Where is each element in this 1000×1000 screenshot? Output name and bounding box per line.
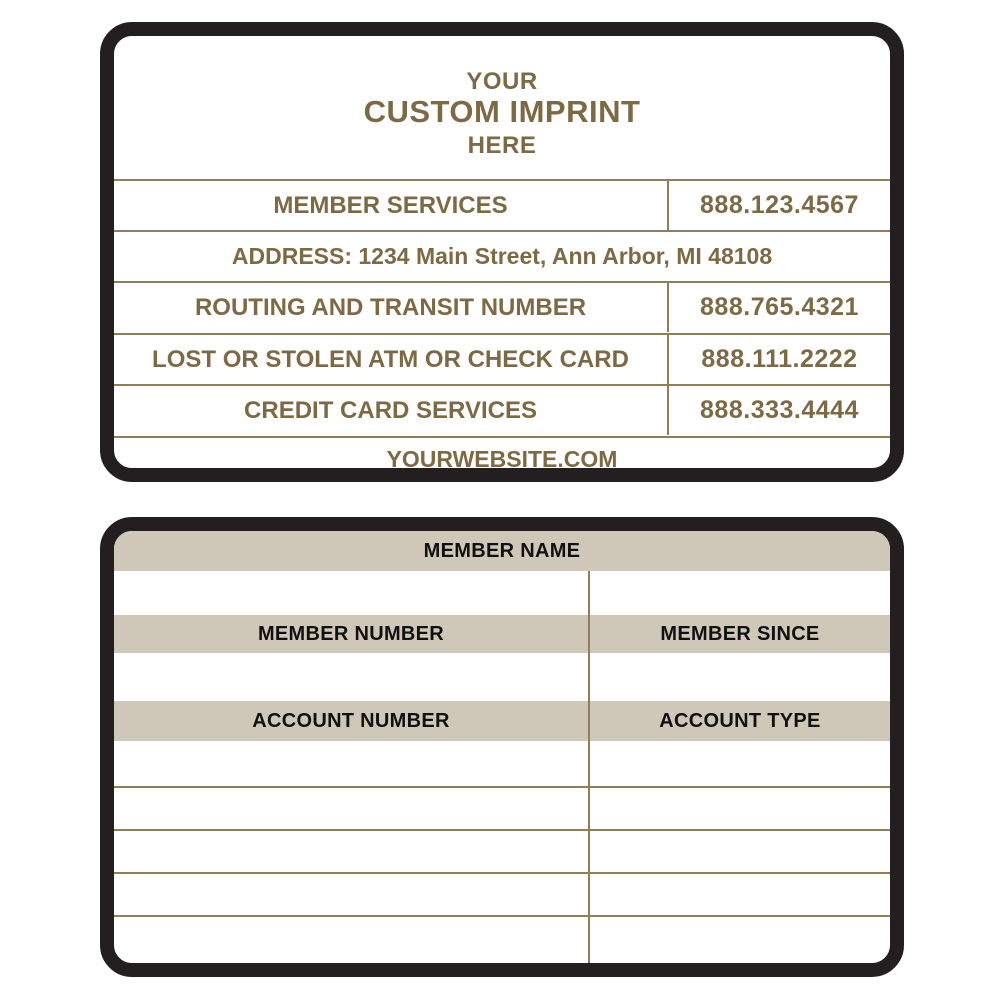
credit-card-row [114, 384, 890, 435]
member-services-row [114, 179, 890, 230]
address-row [114, 230, 890, 281]
phone-number: 888.333.4444 [667, 386, 890, 435]
row-label: ROUTING AND TRANSIT NUMBER [194, 293, 587, 321]
lost-stolen-row [114, 333, 890, 384]
row-label: MEMBER SERVICES [273, 191, 508, 219]
card-back [100, 517, 904, 977]
column-divider [588, 571, 590, 964]
entry-line [114, 829, 890, 831]
entry-line [114, 786, 890, 788]
member-number-header: MEMBER NUMBER [114, 615, 588, 653]
member-since-header: MEMBER SINCE [590, 615, 890, 653]
entry-line [114, 872, 890, 874]
card-front [100, 22, 904, 482]
address-text: ADDRESS: 1234 Main Street, Ann Arbor, MI 48108 [231, 243, 773, 269]
custom-imprint [114, 36, 890, 181]
imprint-line-3: HERE [467, 132, 537, 159]
member-name-header: MEMBER NAME [114, 531, 890, 571]
phone-number: 888.765.4321 [667, 283, 890, 332]
row-label: LOST OR STOLEN ATM OR CHECK CARD [152, 345, 629, 373]
row-label: CREDIT CARD SERVICES [244, 396, 537, 424]
account-number-header: ACCOUNT NUMBER [114, 701, 588, 741]
imprint-line-2: CUSTOM IMPRINT [363, 94, 641, 129]
phone-number: 888.111.2222 [667, 335, 890, 384]
website-row [114, 436, 890, 480]
imprint-line-1: YOUR [466, 68, 538, 95]
phone-number: 888.123.4567 [667, 181, 890, 230]
entry-line [114, 915, 890, 917]
routing-row [114, 281, 890, 332]
account-type-header: ACCOUNT TYPE [590, 701, 890, 741]
website-text: YOURWEBSITE.COM [386, 445, 618, 472]
